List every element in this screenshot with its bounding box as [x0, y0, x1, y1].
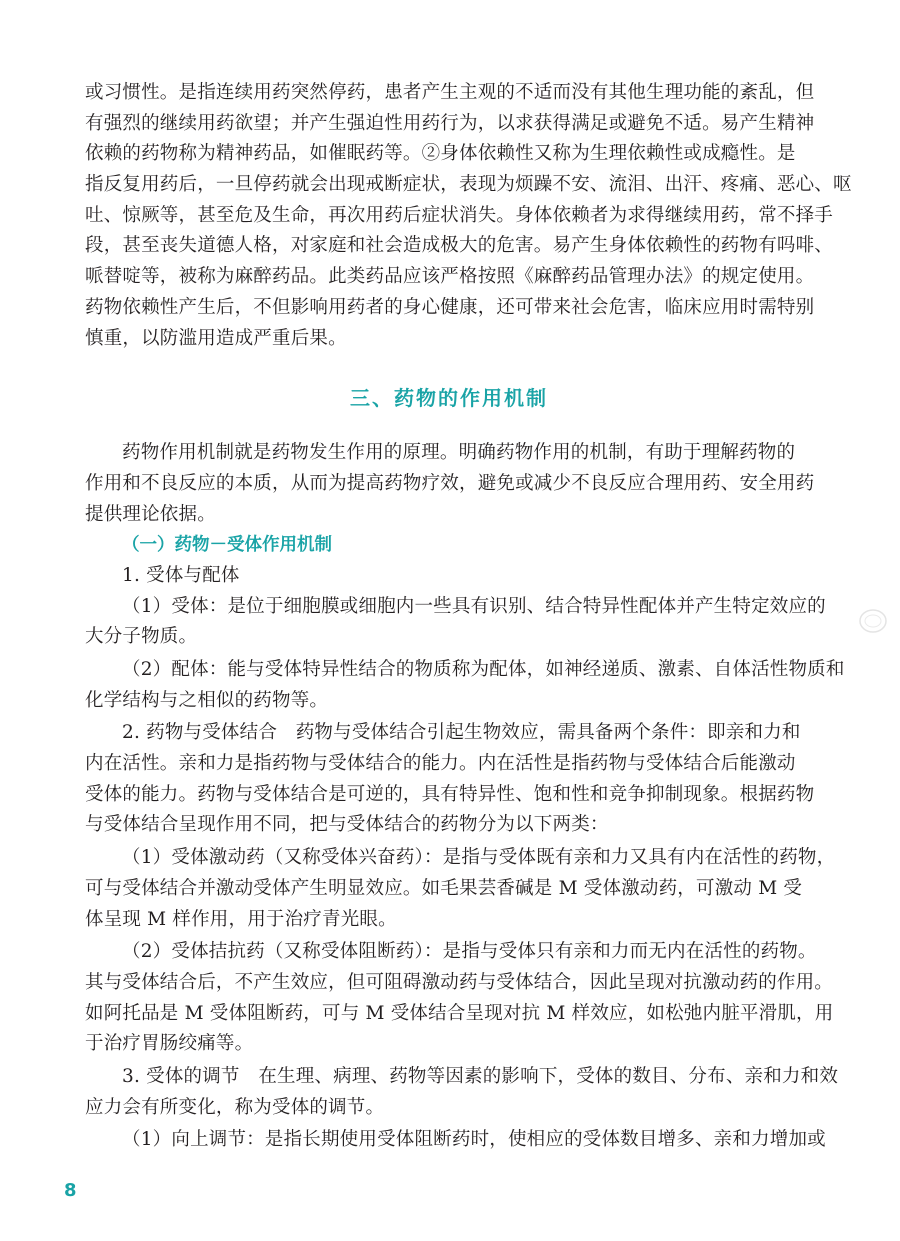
- paragraph-drug-dependence: [85, 78, 852, 354]
- page-number: 8: [64, 1180, 77, 1201]
- text-line: 与受体结合呈现作用不同，把与受体结合的药物分为以下两类：: [85, 814, 609, 836]
- text-line: 可与受体结合并激动受体产生明显效应。如毛果芸香碱是 M 受体激动药，可激动 M 受: [85, 877, 803, 899]
- text-line: 应力会有所变化，称为受体的调节。: [85, 1096, 385, 1118]
- text-line: 提供理论依据。: [85, 503, 216, 525]
- text-line: 受体的能力。药物与受体结合是可逆的，具有特异性、饱和性和竞争抑制现象。根据药物: [85, 783, 815, 805]
- text-line: 如阿托品是 M 受体阻断药，可与 M 受体结合呈现对抗 M 样效应，如松弛内脏平滑肌，用: [85, 1002, 834, 1024]
- item-title: 1. 受体与配体: [122, 564, 240, 586]
- text-line: （2）配体：能与受体特异性结合的物质称为配体，如神经递质、激素、自体活性物质和: [122, 659, 845, 680]
- paragraph-antagonist: [85, 937, 834, 1060]
- paragraph-binding: [85, 718, 813, 841]
- text-line: 依赖的药物称为精神药品，如催眠药等。②身体依赖性又称为生理依赖性或成瘾性。是: [85, 143, 796, 165]
- paragraph-receptor: [85, 592, 826, 653]
- text-line: 或习惯性。是指连续用药突然停药，患者产生主观的不适而没有其他生理功能的紊乱，但: [85, 82, 815, 103]
- text-line: 2. 药物与受体结合 药物与受体结合引起生物效应，需具备两个条件：即亲和力和: [122, 722, 801, 744]
- text-line: 吐、惊厥等，甚至危及生命，再次用药后症状消失。身体依赖者为求得继续用药，常不择手: [85, 204, 834, 226]
- text-line: 大分子物质。: [85, 626, 198, 648]
- section-heading: 三、药物的作用机制: [350, 386, 548, 411]
- paragraph-upregulation: [85, 1125, 826, 1156]
- text-line: 有强烈的继续用药欲望；并产生强迫性用药行为，以求获得满足或避免不适。易产生精神: [85, 112, 815, 134]
- text-line: 慎重，以防滥用造成严重后果。: [85, 327, 347, 349]
- text-line: 作用和不良反应的本质，从而为提高药物疗效，避免或减少不良反应合理用药、安全用药: [85, 472, 815, 494]
- text-line: 其与受体结合后，不产生效应，但可阻碍激动药与受体结合，因此呈现对抗激动药的作用。: [85, 971, 834, 993]
- text-line: （1）向上调节：是指长期使用受体阻断药时，使相应的受体数目增多、亲和力增加或: [122, 1129, 826, 1151]
- text-line: 于治疗胃肠绞痛等。: [85, 1033, 254, 1055]
- text-line: （2）受体拮抗药（又称受体阻断药）：是指与受体只有亲和力而无内在活性的药物。: [122, 941, 817, 963]
- subsection-heading: （一）药物－受体作用机制: [122, 535, 332, 556]
- text-line: 3. 受体的调节 在生理、病理、药物等因素的影响下，受体的数目、分布、亲和力和效: [122, 1065, 839, 1087]
- text-line: 体呈现 M 样作用，用于治疗青光眼。: [85, 908, 397, 930]
- text-line: 药物作用机制就是药物发生作用的原理。明确药物作用的机制，有助于理解药物的: [122, 442, 796, 464]
- paragraph-agonist: [85, 843, 836, 935]
- text-line: 哌替啶等，被称为麻醉药品。此类药品应该严格按照《麻醉药品管理办法》的规定使用。: [85, 266, 815, 288]
- margin-watermark-icon: [858, 606, 888, 636]
- paragraph-ligand: [85, 655, 845, 716]
- page-body: [85, 78, 852, 1156]
- text-line: 段，甚至丧失道德人格，对家庭和社会造成极大的危害。易产生身体依赖性的药物有吗啡、: [85, 235, 834, 257]
- paragraph-intro: [85, 438, 813, 530]
- text-line: 指反复用药后，一旦停药就会出现戒断症状，表现为烦躁不安、流泪、出汗、疼痛、恶心、呕: [85, 174, 852, 196]
- text-line: 化学结构与之相似的药物等。: [85, 689, 329, 711]
- text-line: （1）受体：是位于细胞膜或细胞内一些具有识别、结合特异性配体并产生特定效应的: [122, 595, 826, 617]
- text-line: （1）受体激动药（又称受体兴奋药）：是指与受体既有亲和力又具有内在活性的药物，: [122, 847, 836, 869]
- paragraph-regulation: [85, 1062, 839, 1123]
- text-line: 药物依赖性产生后，不但影响用药者的身心健康，还可带来社会危害，临床应用时需特别: [85, 296, 815, 318]
- text-line: 内在活性。亲和力是指药物与受体结合的能力。内在活性是指药物与受体结合后能激动: [85, 753, 796, 775]
